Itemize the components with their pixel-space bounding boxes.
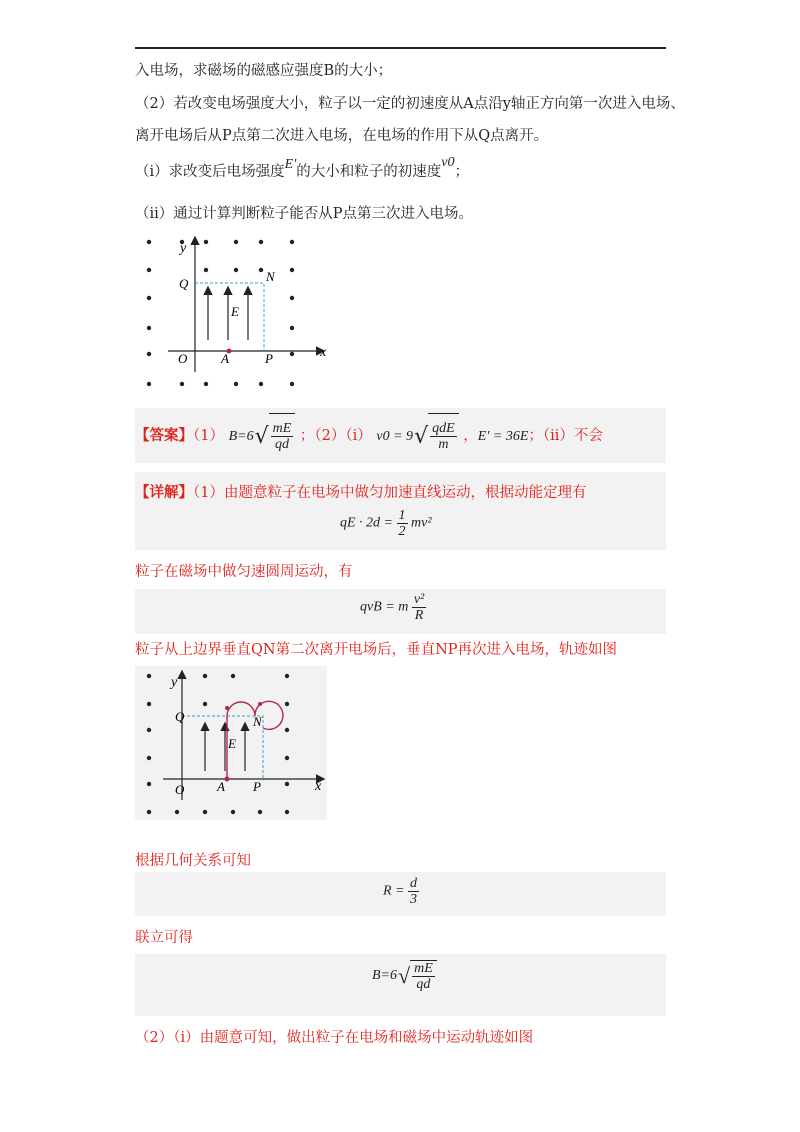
svg-text:E: E — [228, 736, 236, 751]
svg-text:O: O — [175, 782, 185, 797]
detail-line-4: 根据几何关系可知 — [135, 853, 251, 869]
question-sub-2: （ii）通过计算判断粒子能否从P点第三次进入电场。 — [135, 206, 474, 222]
equation-lorentz: qvB = m $\frac{\text{v²}}{R}$ — [360, 592, 425, 623]
detail-line-3: 粒子从上边界垂直QN第二次离开电场后，垂直NP再次进入电场，轨迹如图 — [135, 642, 618, 658]
answer-line: 【答案】（1） B=6√ $\frac{mE}{qd}$ ；（2）（i） v0 = 9√ $\frac{\text{qdE}}{m}$ ，E′ = 36E；（ii）不会 — [135, 413, 603, 459]
equation-result-b: B=6√ $\frac{mE}{qd}$ — [372, 960, 437, 992]
detail-line-5: 联立可得 — [135, 930, 193, 946]
svg-text:N: N — [266, 269, 275, 284]
equation-radius: R = $\frac{d}{3}$ — [383, 876, 417, 907]
svg-text:Q: Q — [175, 709, 185, 724]
figure-1 — [140, 232, 340, 392]
svg-text:x: x — [315, 779, 322, 794]
svg-text:A: A — [221, 351, 229, 366]
detail-line-2: 粒子在磁场中做匀速圆周运动，有 — [135, 564, 353, 580]
svg-text:P: P — [253, 779, 261, 794]
question-sub-1: （i）求改变后电场强度E′的大小和粒子的初速度v0； — [135, 155, 469, 180]
svg-text:A: A — [217, 779, 225, 794]
svg-text:y: y — [171, 675, 178, 690]
svg-text:N: N — [253, 714, 262, 729]
figure-2 — [135, 666, 327, 820]
svg-text:y: y — [180, 241, 187, 256]
svg-text:E: E — [231, 304, 239, 319]
svg-text:Q: Q — [179, 276, 189, 291]
question-line-3: 离开电场后从P点第二次进入电场，在电场的作用下从Q点离开。 — [135, 128, 549, 144]
detail-line-6: （2）（i）由题意可知，做出粒子在电场和磁场中运动轨迹如图 — [135, 1030, 534, 1046]
svg-text:P: P — [265, 351, 273, 366]
svg-text:O: O — [178, 351, 188, 366]
detail-line-1: 【详解】（1）由题意粒子在电场中做匀加速直线运动，根据动能定理有 — [135, 484, 587, 501]
question-line-1: 入电场，求磁场的磁感应强度B的大小； — [135, 63, 393, 79]
equation-energy: qE · 2d = $\frac{1}{2}$ mv² — [340, 508, 432, 539]
question-line-2: （2）若改变电场强度大小，粒子以一定的初速度从A点沿y轴正方向第一次进入电场、 — [135, 96, 685, 112]
header-rule — [135, 47, 666, 49]
svg-text:x: x — [320, 345, 327, 360]
